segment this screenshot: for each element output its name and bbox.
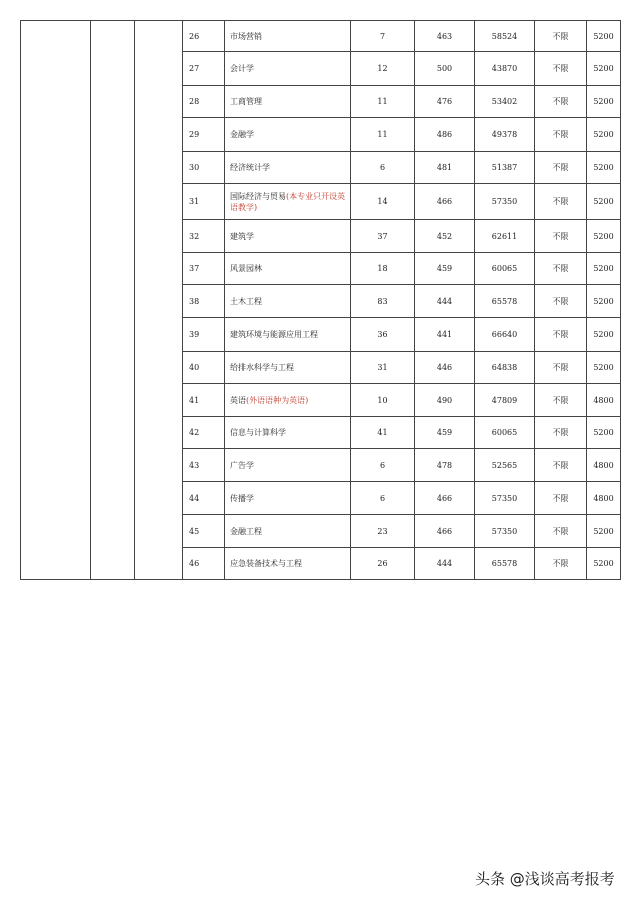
major-name-cell [225, 220, 351, 253]
tuition-cell: 5200 [587, 253, 621, 285]
subject-req-cell: 不限 [535, 417, 587, 449]
min-rank-cell: 65578 [475, 548, 535, 580]
min-score-cell: 478 [415, 449, 475, 482]
subject-req-cell: 不限 [535, 548, 587, 580]
plan-count-cell: 18 [351, 253, 415, 285]
major-name: 给排水科学与工程 [230, 363, 294, 372]
plan-count-cell: 6 [351, 152, 415, 184]
plan-count-cell: 7 [351, 21, 415, 52]
plan-count-cell: 12 [351, 52, 415, 86]
major-code-cell: 42 [183, 417, 225, 449]
watermark: 头条 @浅谈高考报考 [475, 870, 615, 888]
subject-req-cell: 不限 [535, 152, 587, 184]
major-name: 经济统计学 [230, 163, 270, 172]
major-code-cell: 44 [183, 482, 225, 515]
min-score-cell: 463 [415, 21, 475, 52]
subject-req-cell: 不限 [535, 515, 587, 548]
major-name-cell [225, 515, 351, 548]
major-name: 广告学 [230, 460, 254, 470]
major-code-cell: 31 [183, 184, 225, 220]
merged-group-cell [91, 21, 135, 580]
subject-req-cell: 不限 [535, 482, 587, 515]
major-name-cell [225, 86, 351, 118]
major-name: 金融学 [230, 130, 254, 139]
plan-count-cell: 41 [351, 417, 415, 449]
major-name-cell [225, 384, 351, 417]
min-rank-cell: 60065 [475, 253, 535, 285]
plan-count-cell: 26 [351, 548, 415, 580]
min-rank-cell: 57350 [475, 482, 535, 515]
subject-req-cell: 不限 [535, 21, 587, 52]
major-name: 金融工程 [230, 526, 262, 536]
major-name-cell [225, 21, 351, 52]
tuition-cell: 5200 [587, 548, 621, 580]
major-name-cell [225, 184, 351, 220]
min-rank-cell: 51387 [475, 152, 535, 184]
min-score-cell: 466 [415, 515, 475, 548]
tuition-cell: 5200 [587, 52, 621, 86]
major-name-cell [225, 548, 351, 580]
subject-req-cell: 不限 [535, 285, 587, 318]
subject-req-cell: 不限 [535, 220, 587, 253]
min-score-cell: 466 [415, 482, 475, 515]
min-rank-cell: 65578 [475, 285, 535, 318]
subject-req-cell: 不限 [535, 184, 587, 220]
subject-req-cell: 不限 [535, 52, 587, 86]
tuition-cell: 4800 [587, 482, 621, 515]
tuition-cell: 5200 [587, 184, 621, 220]
major-name: 传播学 [230, 493, 254, 503]
plan-count-cell: 6 [351, 482, 415, 515]
major-name-cell [225, 352, 351, 384]
min-score-cell: 466 [415, 184, 475, 220]
table-row [21, 21, 621, 52]
min-score-cell: 490 [415, 384, 475, 417]
tuition-cell: 5200 [587, 152, 621, 184]
tuition-cell: 5200 [587, 515, 621, 548]
major-code-cell: 30 [183, 152, 225, 184]
min-rank-cell: 66640 [475, 318, 535, 352]
tuition-cell: 4800 [587, 449, 621, 482]
merged-group-cell [135, 21, 183, 580]
min-rank-cell: 62611 [475, 220, 535, 253]
tuition-cell: 4800 [587, 384, 621, 417]
subject-req-cell: 不限 [535, 449, 587, 482]
min-score-cell: 486 [415, 118, 475, 152]
major-name-cell [225, 482, 351, 515]
min-rank-cell: 58524 [475, 21, 535, 52]
merged-group-cell [21, 21, 91, 580]
major-code-cell: 43 [183, 449, 225, 482]
min-rank-cell: 47809 [475, 384, 535, 417]
subject-req-cell: 不限 [535, 253, 587, 285]
major-code-cell: 40 [183, 352, 225, 384]
major-name-cell [225, 417, 351, 449]
plan-count-cell: 37 [351, 220, 415, 253]
major-name-cell [225, 118, 351, 152]
subject-req-cell: 不限 [535, 384, 587, 417]
major-name-cell [225, 52, 351, 86]
min-score-cell: 459 [415, 417, 475, 449]
major-code-cell: 27 [183, 52, 225, 86]
min-rank-cell: 57350 [475, 515, 535, 548]
tuition-cell: 5200 [587, 285, 621, 318]
tuition-cell: 5200 [587, 417, 621, 449]
major-code-cell: 26 [183, 21, 225, 52]
plan-count-cell: 14 [351, 184, 415, 220]
major-name: 应急装备技术与工程 [230, 559, 302, 568]
major-note: (外语语种为英语) [246, 395, 309, 405]
min-rank-cell: 53402 [475, 86, 535, 118]
min-score-cell: 444 [415, 548, 475, 580]
tuition-cell: 5200 [587, 21, 621, 52]
plan-count-cell: 83 [351, 285, 415, 318]
min-score-cell: 441 [415, 318, 475, 352]
plan-count-cell: 10 [351, 384, 415, 417]
min-rank-cell: 49378 [475, 118, 535, 152]
min-score-cell: 452 [415, 220, 475, 253]
plan-count-cell: 6 [351, 449, 415, 482]
major-name: 建筑环境与能源应用工程 [230, 330, 318, 339]
plan-count-cell: 11 [351, 118, 415, 152]
admission-table [20, 20, 621, 580]
major-name: 国际经济与贸易 [230, 191, 286, 201]
major-name-cell [225, 152, 351, 184]
min-rank-cell: 43870 [475, 52, 535, 86]
subject-req-cell: 不限 [535, 86, 587, 118]
min-score-cell: 444 [415, 285, 475, 318]
major-name: 英语 [230, 395, 246, 405]
major-code-cell: 41 [183, 384, 225, 417]
major-code-cell: 28 [183, 86, 225, 118]
tuition-cell: 5200 [587, 220, 621, 253]
major-name: 风景园林 [230, 264, 262, 273]
major-name-cell [225, 285, 351, 318]
tuition-cell: 5200 [587, 352, 621, 384]
major-name: 信息与计算科学 [230, 428, 286, 437]
major-name: 会计学 [230, 64, 254, 73]
major-name: 市场营销 [230, 31, 262, 41]
min-rank-cell: 57350 [475, 184, 535, 220]
min-score-cell: 500 [415, 52, 475, 86]
min-score-cell: 459 [415, 253, 475, 285]
min-rank-cell: 52565 [475, 449, 535, 482]
major-code-cell: 46 [183, 548, 225, 580]
plan-count-cell: 36 [351, 318, 415, 352]
table-body [21, 21, 621, 580]
tuition-cell: 5200 [587, 86, 621, 118]
subject-req-cell: 不限 [535, 352, 587, 384]
major-note: (本专业只开设英语教学) [230, 191, 346, 212]
min-score-cell: 476 [415, 86, 475, 118]
major-code-cell: 38 [183, 285, 225, 318]
plan-count-cell: 11 [351, 86, 415, 118]
tuition-cell: 5200 [587, 118, 621, 152]
major-name: 土木工程 [230, 296, 262, 306]
plan-count-cell: 31 [351, 352, 415, 384]
major-code-cell: 32 [183, 220, 225, 253]
min-score-cell: 446 [415, 352, 475, 384]
min-rank-cell: 60065 [475, 417, 535, 449]
min-rank-cell: 64838 [475, 352, 535, 384]
major-name: 建筑学 [230, 231, 254, 241]
major-name-cell [225, 253, 351, 285]
subject-req-cell: 不限 [535, 318, 587, 352]
major-code-cell: 45 [183, 515, 225, 548]
major-name: 工商管理 [230, 97, 262, 106]
major-code-cell: 37 [183, 253, 225, 285]
major-name-cell [225, 318, 351, 352]
major-name-cell [225, 449, 351, 482]
plan-count-cell: 23 [351, 515, 415, 548]
tuition-cell: 5200 [587, 318, 621, 352]
subject-req-cell: 不限 [535, 118, 587, 152]
min-score-cell: 481 [415, 152, 475, 184]
major-code-cell: 29 [183, 118, 225, 152]
major-code-cell: 39 [183, 318, 225, 352]
